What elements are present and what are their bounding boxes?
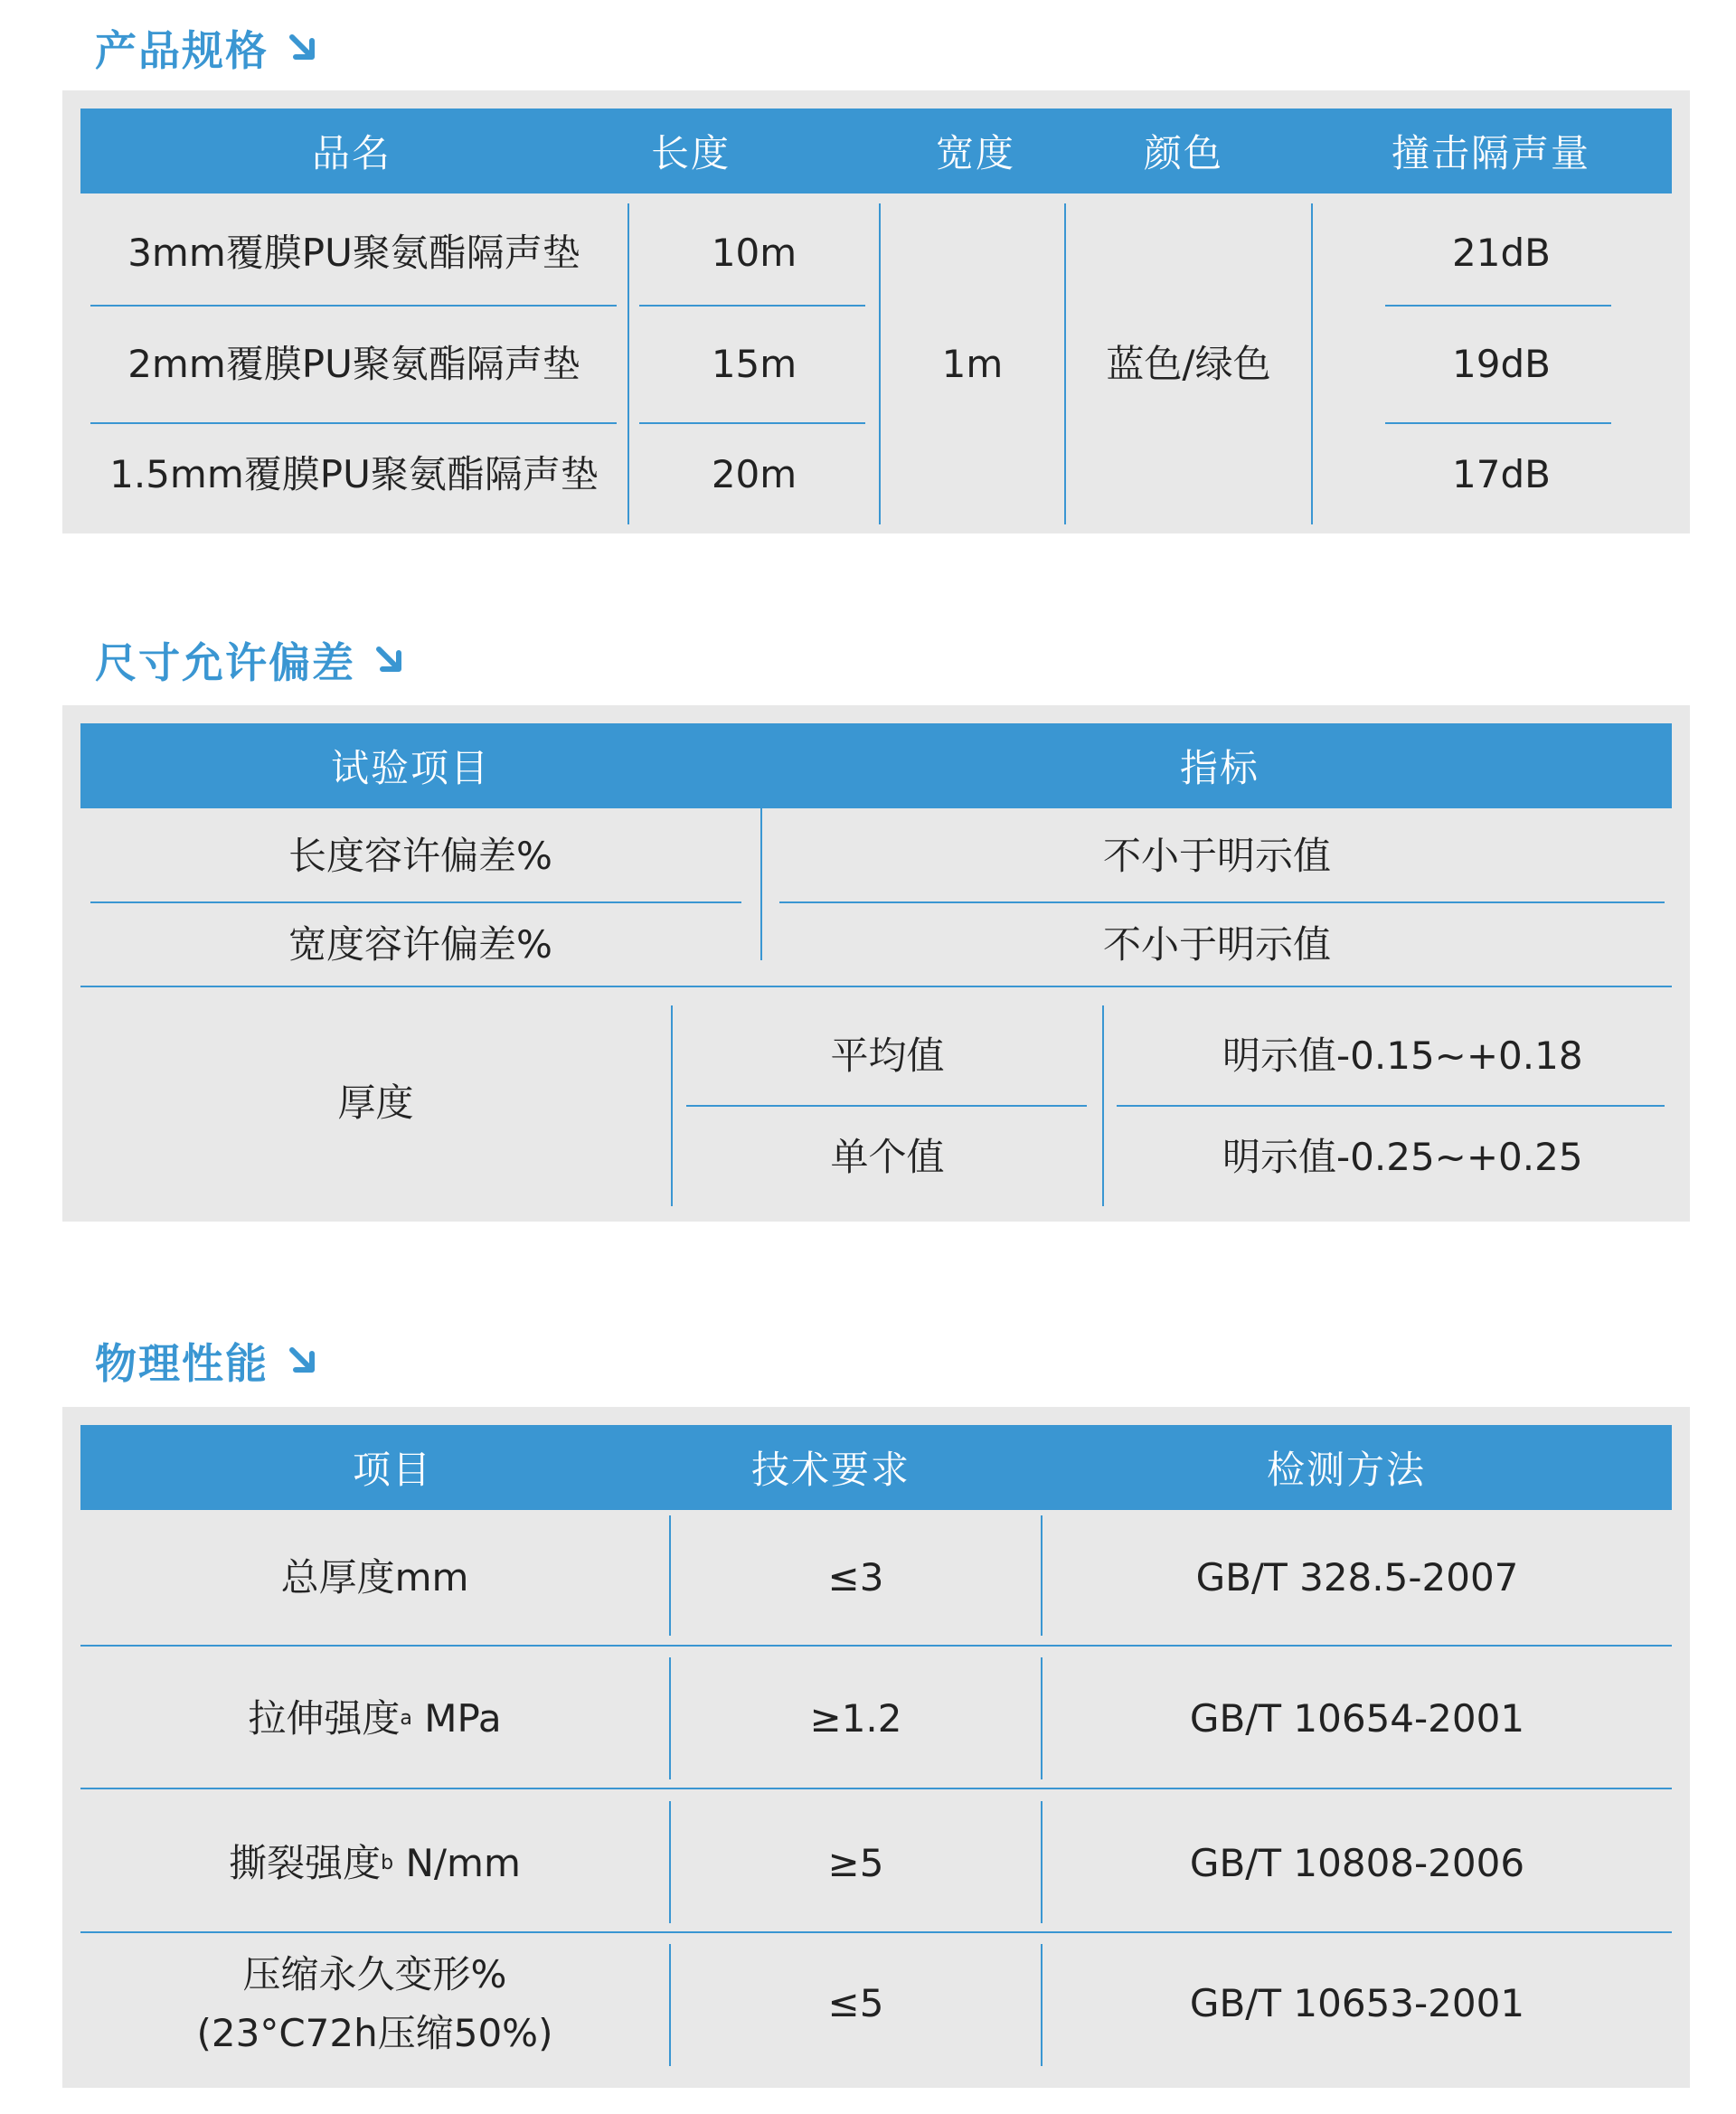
tolerance-cell-sub-value: 明示值-0.25~+0.25 — [1222, 1135, 1583, 1180]
spec-section-title: 产品规格 — [95, 16, 321, 80]
spec-table-header — [80, 109, 1672, 193]
spec-header-name: 品名 — [311, 131, 392, 175]
tolerance-table — [62, 705, 1690, 1222]
physical-table — [62, 1407, 1690, 2088]
spec-cell-rating: 21dB — [1452, 231, 1551, 276]
physical-cell-req: ≥1.2 — [809, 1696, 902, 1741]
physical-cell-req: ≤3 — [827, 1555, 884, 1600]
spec-row-divider — [639, 305, 865, 307]
physical-cell-req: ≥5 — [827, 1841, 884, 1886]
spec-row-divider — [639, 422, 865, 424]
tolerance-cell-item: 宽度容许偏差% — [288, 922, 552, 967]
physical-cell-item: 总厚度mm — [280, 1555, 469, 1600]
spec-cell-length: 10m — [711, 231, 797, 276]
physical-cell-method: GB/T 10654-2001 — [1189, 1696, 1525, 1741]
physical-cell-item: 拉伸强度 a MPa — [248, 1696, 502, 1741]
tolerance-row-divider — [80, 986, 1672, 987]
physical-cell-method: GB/T 10808-2006 — [1189, 1841, 1525, 1886]
physical-cell-method: GB/T 328.5-2007 — [1195, 1555, 1519, 1600]
spec-cell-rating: 19dB — [1452, 341, 1551, 386]
physical-table-header — [80, 1425, 1672, 1510]
spec-row-divider — [1385, 305, 1611, 307]
physical-row-divider — [80, 1931, 1672, 1933]
physical-section-title: 物理性能 — [95, 1329, 321, 1392]
physical-cell-method: GB/T 10653-2001 — [1189, 1981, 1525, 2026]
tolerance-cell-item: 长度容许偏差% — [288, 834, 552, 879]
tolerance-row-divider — [779, 901, 1665, 903]
spec-cell-length: 15m — [711, 341, 797, 386]
spec-table — [62, 90, 1690, 533]
spec-cell-name: 1.5mm覆膜PU聚氨酯隔声垫 — [109, 452, 599, 497]
tolerance-cell-value: 不小于明示值 — [1102, 834, 1331, 879]
physical-cell-req: ≤5 — [827, 1981, 884, 2026]
physical-header-req: 技术要求 — [750, 1448, 910, 1492]
physical-row-divider — [80, 1645, 1672, 1647]
physical-header-method: 检测方法 — [1266, 1448, 1426, 1492]
spec-row-divider — [90, 305, 617, 307]
tolerance-cell-thickness: 厚度 — [337, 1081, 414, 1126]
physical-cell-item: 撕裂强度 b N/mm — [229, 1841, 521, 1886]
tolerance-header-item: 试验项目 — [330, 746, 490, 790]
tolerance-header-value: 指标 — [1179, 746, 1260, 790]
spec-cell-width: 1m — [941, 341, 1004, 386]
physical-cell-item: 压缩永久变形% (23°C72h压缩50%) — [196, 1951, 553, 2055]
arrow-down-right-icon — [285, 1343, 321, 1379]
spec-header-length: 长度 — [650, 131, 731, 175]
spec-row-divider — [90, 422, 617, 424]
spec-cell-rating: 17dB — [1452, 452, 1551, 497]
tolerance-row-divider — [686, 1105, 1087, 1107]
tolerance-cell-value: 不小于明示值 — [1102, 922, 1331, 967]
spec-header-width: 宽度 — [935, 131, 1015, 175]
tolerance-row-divider — [90, 901, 741, 903]
tolerance-cell-sub-label: 平均值 — [830, 1033, 945, 1078]
spec-row-divider — [1385, 422, 1611, 424]
arrow-down-right-icon — [285, 30, 321, 66]
tolerance-table-header — [80, 723, 1672, 808]
spec-cell-name: 3mm覆膜PU聚氨酯隔声垫 — [127, 231, 580, 276]
arrow-down-right-icon — [372, 642, 408, 678]
tolerance-cell-sub-label: 单个值 — [830, 1135, 945, 1180]
spec-cell-length: 20m — [711, 452, 797, 497]
spec-header-rating: 撞击隔声量 — [1392, 131, 1591, 175]
tolerance-cell-sub-value: 明示值-0.15~+0.18 — [1222, 1033, 1583, 1078]
spec-header-color: 颜色 — [1143, 131, 1223, 175]
physical-row-divider — [80, 1788, 1672, 1789]
physical-header-item: 项目 — [352, 1448, 432, 1492]
tolerance-section-title: 尺寸允许偏差 — [95, 628, 408, 692]
spec-cell-color: 蓝色/绿色 — [1106, 341, 1271, 386]
spec-cell-name: 2mm覆膜PU聚氨酯隔声垫 — [127, 341, 580, 386]
tolerance-row-divider — [1117, 1105, 1665, 1107]
